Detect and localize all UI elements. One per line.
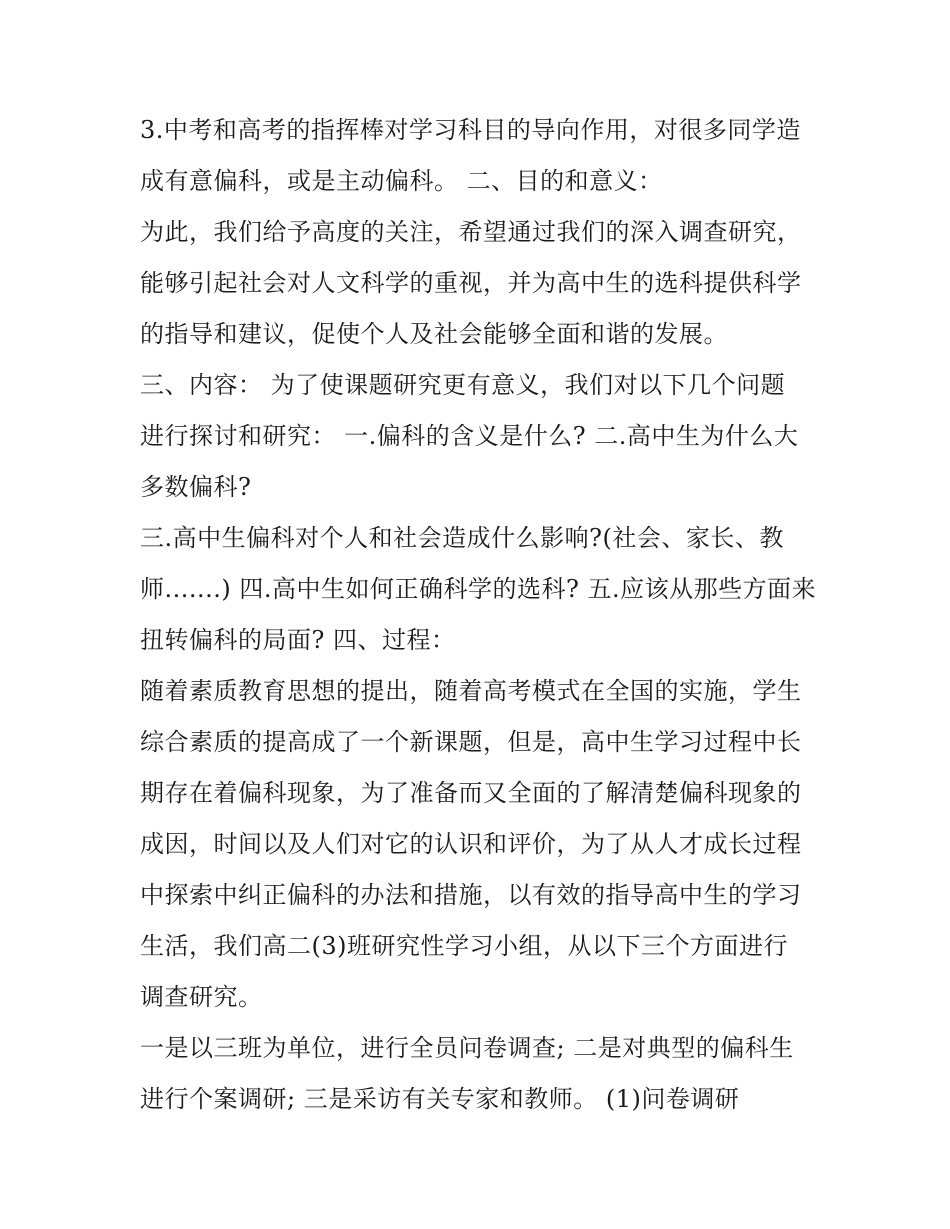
text-line: 师.......) 四.高中生如何正确科学的选科? 五.应该从那些方面来 xyxy=(140,575,817,603)
text-line: 期存在着偏科现象，为了准备而又全面的了解清楚偏科现象的 xyxy=(140,779,802,807)
text-line: 扭转偏科的局面? 四、过程： xyxy=(140,626,456,654)
text-line: 成有意偏科，或是主动偏科。 二、目的和意义： xyxy=(140,167,663,195)
text-line: 为此，我们给予高度的关注，希望通过我们的深入调查研究， xyxy=(140,218,802,246)
text-line: 3.中考和高考的指挥棒对学习科目的导向作用，对很多同学造 xyxy=(140,116,801,144)
text-line: 的指导和建议，促使个人及社会能够全面和谐的发展。 xyxy=(140,320,728,348)
text-line: 中探索中纠正偏科的办法和措施，以有效的指导高中生的学习 xyxy=(140,881,802,909)
text-line: 调查研究。 xyxy=(140,983,263,1011)
text-line: 能够引起社会对人文科学的重视，并为高中生的选科提供科学 xyxy=(140,269,802,297)
text-line: 三.高中生偏科对个人和社会造成什么影响?(社会、家长、教 xyxy=(140,524,784,552)
text-line: 三、内容： 为了使课题研究更有意义，我们对以下几个问题 xyxy=(140,371,786,399)
text-line: 一是以三班为单位，进行全员问卷调查; 二是对典型的偏科生 xyxy=(140,1034,794,1062)
text-line: 生活，我们高二(3)班研究性学习小组，从以下三个方面进行 xyxy=(140,932,788,960)
text-line: 进行个案调研; 三是采访有关专家和教师。 (1)问卷调研 xyxy=(140,1085,740,1113)
text-line: 多数偏科? xyxy=(140,473,252,501)
text-line: 成因，时间以及人们对它的认识和评价，为了从人才成长过程 xyxy=(140,830,802,858)
text-line: 综合素质的提高成了一个新课题，但是，高中生学习过程中长 xyxy=(140,728,802,756)
text-line: 随着素质教育思想的提出，随着高考模式在全国的实施，学生 xyxy=(140,677,802,705)
text-line: 进行探讨和研究： 一.偏科的含义是什么? 二.高中生为什么大 xyxy=(140,422,799,450)
document-body xyxy=(140,110,820,1130)
